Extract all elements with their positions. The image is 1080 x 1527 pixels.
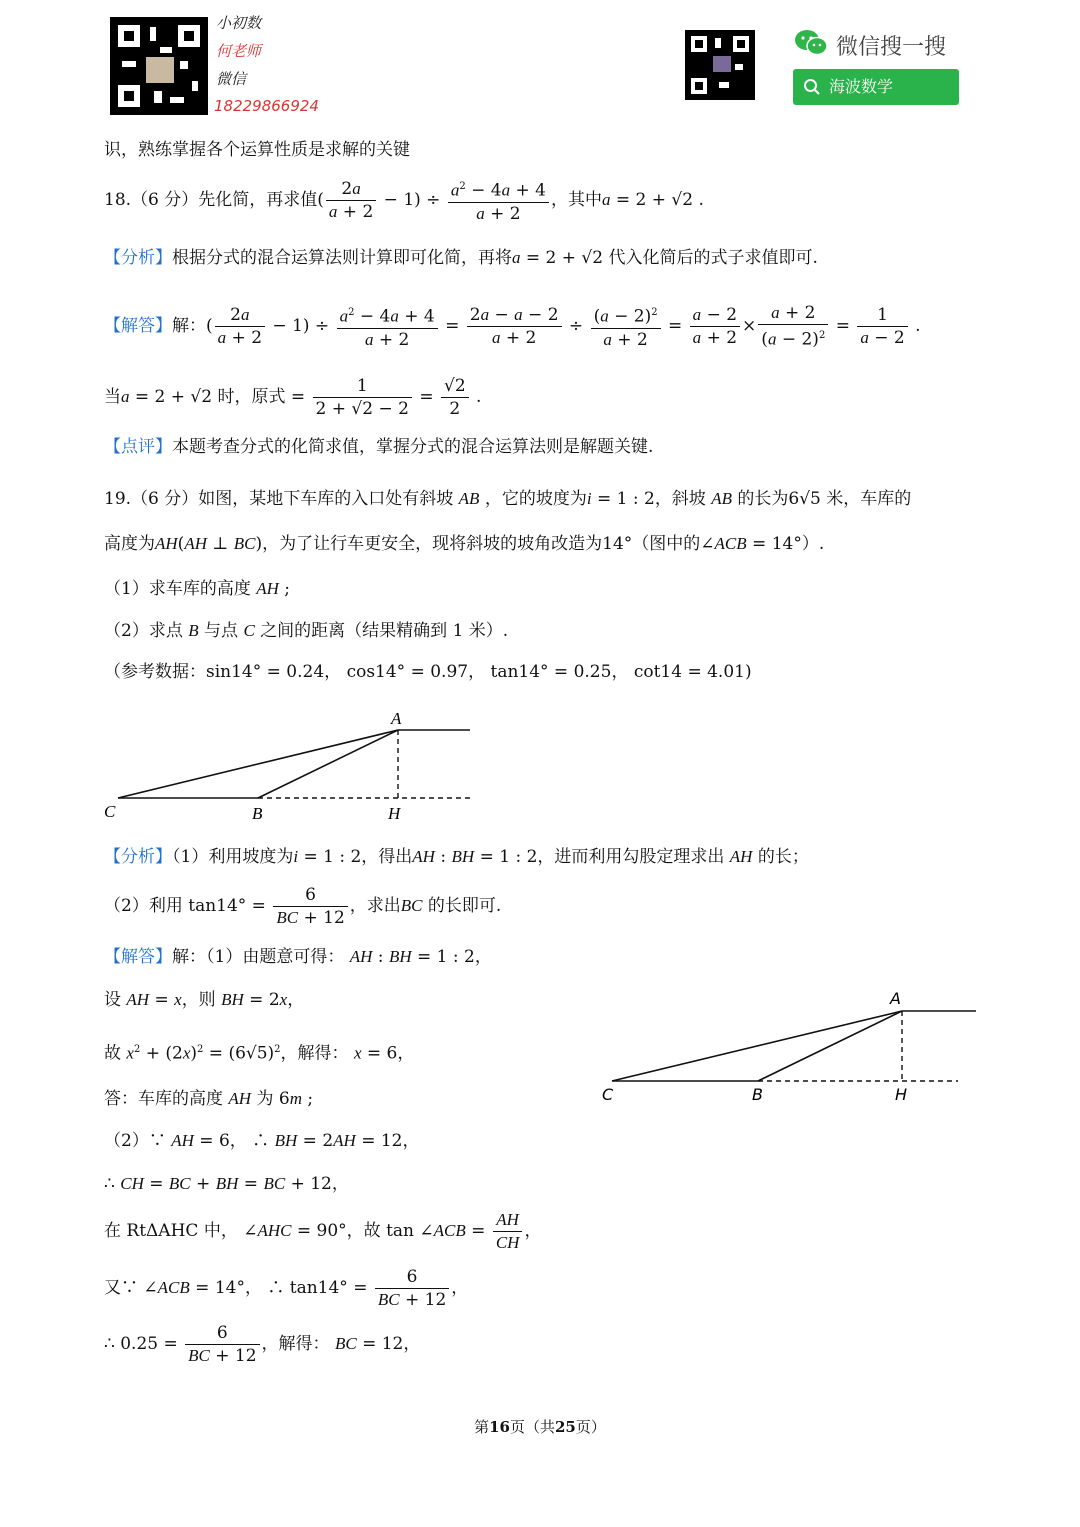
q19-l2a: 高度为 — [104, 534, 155, 554]
q19-text-c: ，斜坡 — [654, 489, 706, 509]
question-19-line1: 19.（6 分）如图，某地下车库的入口处有斜坡 AB ，它的坡度为i = 1 : 2，斜坡 AB 的长为6√5 米，车库的 — [104, 489, 912, 509]
slope-diagram — [100, 705, 480, 825]
handwritten-label-1: 小初数 — [216, 14, 262, 32]
wechat-icon — [793, 28, 829, 58]
q19-p2b: 与点 — [204, 621, 239, 641]
solution-19-set: 设 AH = x，则 BH = 2x， — [104, 990, 305, 1010]
comment-tag: 【点评】 — [104, 437, 172, 457]
analysis-18: 【分析】根据分式的混合运算法则计算即可化简，再将a = 2 + √2 代入化简后的式子求值即可. — [104, 248, 818, 268]
label-H: H — [388, 804, 401, 823]
qr-code-right — [685, 30, 755, 100]
question-19-part2: （2）求点 B 与点 C 之间的距离（结果精确到 1 米）. — [104, 621, 509, 641]
q19-text-d: 的长为 — [737, 489, 789, 509]
q19-p2a: （2）求点 — [104, 621, 183, 641]
analysis-19-2: （2）利用 tan14° = $\frac{6}{BC + 12}$ ，求出BC 的长即可. — [104, 885, 502, 928]
handwritten-label-3: 微信 — [216, 70, 247, 88]
q19-p2c: 之间的距离（结果精确到 1 米）. — [260, 621, 509, 641]
label2-C: C — [602, 1085, 614, 1104]
solution-19-ans: 答：车库的高度 AH 为 6m ; — [104, 1089, 314, 1109]
solution-18-label: 解： — [172, 315, 206, 336]
a19-you: 又 — [104, 1278, 121, 1298]
a19-wei: 为 — [256, 1089, 274, 1109]
question-18: 18.（6 分）先化简，再求值( $\frac{2a}{a + 2}$ − 1) ÷ $\frac{a^2 - 4a + 4}{a + 2}$ ，其中a = 2 + √2 . — [104, 176, 704, 225]
solution-19-ch: ∴ CH = BC + BH = BC + 12， — [104, 1174, 349, 1194]
comment-18-text: 本题考查分式的化简求值，掌握分式的混合运算法则是解题关键. — [172, 437, 654, 457]
solution-19-rt: 在 RtΔAHC 中， ∠AHC = 90°，故 tan ∠ACB = $\frac{AH}{CH}$ ， — [104, 1210, 542, 1252]
solution-18-eval: 当a = 2 + √2 时，原式 = $\frac{1}{2 + √2 - 2}$ = $\frac{√2}{2}$ . — [104, 376, 482, 419]
handwritten-phone: 18229866924 — [214, 97, 319, 115]
dang-label: 当 — [104, 387, 121, 407]
question-19-line2: 高度为AH(AH ⊥ BC)，为了让行车更安全，现将斜坡的坡角改造为14°（图中的∠ACB = 14°）. — [104, 534, 825, 554]
solution-19-p2: （2）∵ AH = 6， ∴ BH = 2AH = 12， — [104, 1131, 420, 1151]
label2-A: A — [890, 989, 901, 1008]
analysis-tag: 【分析】 — [104, 248, 172, 268]
q18-tail: ，其中 — [550, 189, 602, 210]
ref-tan: tan14° = 0.25 — [490, 662, 612, 682]
wechat-search-label: 海波数学 — [829, 77, 894, 96]
q18-text: 18.（6 分）先化简，再求值 — [104, 189, 318, 210]
footer-mid: 页（共 — [509, 1418, 555, 1436]
text-line-intro: 识，熟练掌握各个运算性质是求解的关键 — [104, 140, 410, 160]
analysis-18-tail: 代入化简后的式子求值即可. — [608, 248, 818, 268]
analysis-tag-19: 【分析】 — [104, 847, 172, 867]
line2-CA — [612, 1011, 902, 1081]
handwritten-label-2: 何老师 — [216, 42, 262, 60]
comment-18 — [104, 436, 653, 458]
q19-text-b: ，它的坡度为 — [484, 489, 587, 509]
a19-f2a: （2）利用 — [104, 896, 183, 916]
q19-p1: （1）求车库的高度 — [104, 579, 251, 599]
wechat-search-title: 微信搜一搜 — [836, 35, 947, 60]
solution-tag: 【解答】 — [104, 315, 172, 336]
a19-jiede: ，解得： — [280, 1043, 349, 1064]
label-B: B — [252, 804, 263, 823]
ref-cot: cot14 = 4.01) — [633, 662, 752, 682]
a19-f2c: 的长即可. — [427, 896, 502, 916]
analysis-18-text: 根据分式的混合运算法则计算即可化简，再将 — [172, 248, 512, 268]
label-C: C — [104, 802, 116, 821]
a19-f1a: （1）利用坡度为 — [172, 847, 294, 867]
q19-ref: （参考数据： — [104, 662, 206, 682]
a19-set: 设 — [104, 990, 121, 1010]
page-number: 16 — [489, 1418, 510, 1436]
slope-diagram-2 — [598, 988, 980, 1106]
solution-19-final: ∴ 0.25 = $\frac{6}{BC + 12}$ ，解得： BC = 12， — [104, 1323, 421, 1366]
a19-j1: 解：（1）由题意可得： — [172, 947, 345, 967]
page-total: 25 — [555, 1418, 576, 1436]
solution-19-you: 又∵ ∠ACB = 14°， ∴ tan14° = $\frac{6}{BC + 12}$ ， — [104, 1267, 469, 1310]
line2-BA — [758, 1011, 902, 1081]
ref-sin: sin14° = 0.24 — [206, 662, 325, 682]
q19-l2c: ）. — [801, 534, 825, 554]
q19-text-e: 米，车库的 — [826, 489, 912, 509]
footer-post: 页） — [575, 1418, 606, 1436]
solution-tag-19: 【解答】 — [104, 947, 172, 967]
solution-19-1: 【解答】解：（1）由题意可得： AH : BH = 1 : 2， — [104, 947, 492, 967]
solution-18: 【解答】解：( $\frac{2a}{a + 2}$ − 1) ÷ $\frac{a^2 - 4a + 4}{a + 2}$ = $\frac{2a - a - 2}{a + 2}$ ÷ $\frac{(a - 2)^2}{a + 2}$ = $\frac{a - 2}{a + 2}$ × $\frac{a + 2}{(a - 2)^2}$ = $\frac{1}{a - 2}$ . — [104, 303, 921, 350]
question-19-part1: （1）求车库的高度 AH ; — [104, 579, 291, 599]
page-footer — [0, 1416, 1080, 1437]
a19-gu: 故 — [104, 1043, 121, 1064]
shi-label: 时，原式 — [217, 387, 286, 407]
line-CA — [118, 730, 398, 798]
qr-code-left — [110, 17, 208, 115]
footer-pre: 第 — [474, 1418, 490, 1436]
a19-f1b: ，得出 — [361, 847, 413, 867]
solution-19-eq: 故 $x^2 + (2x)^2 = (6√5)^2$，解得： x = 6， — [104, 1043, 415, 1064]
a19-f1d: 的长； — [757, 847, 809, 867]
question-19-ref: （参考数据：sin14° = 0.24， cos14° = 0.97， tan14° = 0.25， cot14 = 4.01) — [104, 662, 752, 682]
a19-ans: 答：车库的高度 — [104, 1089, 223, 1109]
wechat-search-button[interactable] — [793, 69, 959, 105]
ref-cos: cos14° = 0.97 — [346, 662, 469, 682]
a19-f2b: ，求出 — [349, 896, 401, 916]
a19-gutan: ，故 — [346, 1221, 381, 1241]
a19-p2: （2） — [104, 1131, 149, 1151]
q19-l2b: ，为了让行车更安全，现将斜坡的坡角改造为14°（图中的 — [262, 534, 701, 554]
label-A: A — [391, 709, 402, 728]
analysis-19-1: 【分析】（1）利用坡度为i = 1 : 2，得出AH : BH = 1 : 2，进而利用勾股定理求出 AH 的长； — [104, 847, 809, 867]
a19-ze: ，则 — [181, 990, 216, 1010]
a19-jiede2: ，解得： — [261, 1334, 330, 1354]
a19-rt: 在 RtΔAHC 中， — [104, 1221, 238, 1241]
label2-B: B — [752, 1085, 763, 1104]
search-icon — [803, 78, 821, 96]
a19-f1c: ，进而利用勾股定理求出 — [537, 847, 725, 867]
label2-H: H — [895, 1085, 908, 1104]
q19-text-a: 19.（6 分）如图，某地下车库的入口处有斜坡 — [104, 489, 454, 509]
line-BA — [258, 730, 398, 798]
